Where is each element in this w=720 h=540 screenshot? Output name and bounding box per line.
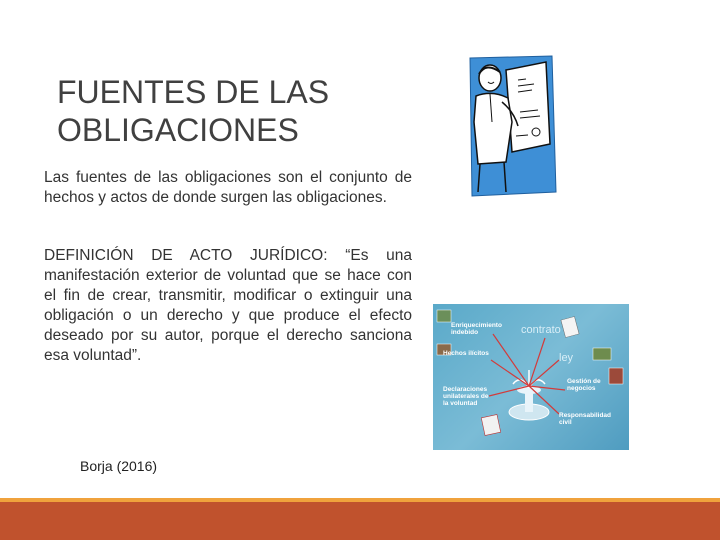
paragraph-definicion: DEFINICIÓN DE ACTO JURÍDICO: “Es una manifestación exterior de voluntad que se hace con el fin de crear, transmitir, modificar o extinguir una obligación o un derecho y que produce el efecto deseado por su autor, porque el derecho sanciona esa voluntad”. <box>44 247 412 364</box>
footer-bar <box>0 502 720 540</box>
label-gestion: Gestión de negocios <box>567 378 601 392</box>
document-icon <box>506 62 550 152</box>
slide-title-line1: FUENTES DE LAS <box>57 74 330 110</box>
contract-thumbnail <box>561 316 579 337</box>
fountain-icon <box>509 370 549 420</box>
obligations-sources-diagram <box>433 304 629 450</box>
cash-thumbnail <box>593 348 611 360</box>
money-thumbnail <box>437 310 451 322</box>
label-contrato: contrato <box>521 324 561 336</box>
citation: Borja (2016) <box>80 458 158 474</box>
label-hechos-ilicitos: Hechos ilícitos <box>443 350 489 357</box>
label-enriquecimiento: Enriquecimiento indebido <box>451 322 502 336</box>
paragraph-fuentes: Las fuentes de las obligaciones son el conjunto de hechos y actos de donde surgen las obligaciones. <box>44 169 412 206</box>
label-declaraciones: Declaraciones unilaterales de la voluntad <box>443 386 489 407</box>
slide-title <box>57 73 387 149</box>
label-responsabilidad: Responsabilidad civil <box>559 412 612 426</box>
people-thumbnail <box>609 368 623 384</box>
declaration-thumbnail <box>481 415 500 436</box>
label-ley: ley <box>559 352 574 364</box>
slide-title-line2: OBLIGACIONES <box>57 112 299 148</box>
man-with-document-clipart <box>462 52 560 198</box>
